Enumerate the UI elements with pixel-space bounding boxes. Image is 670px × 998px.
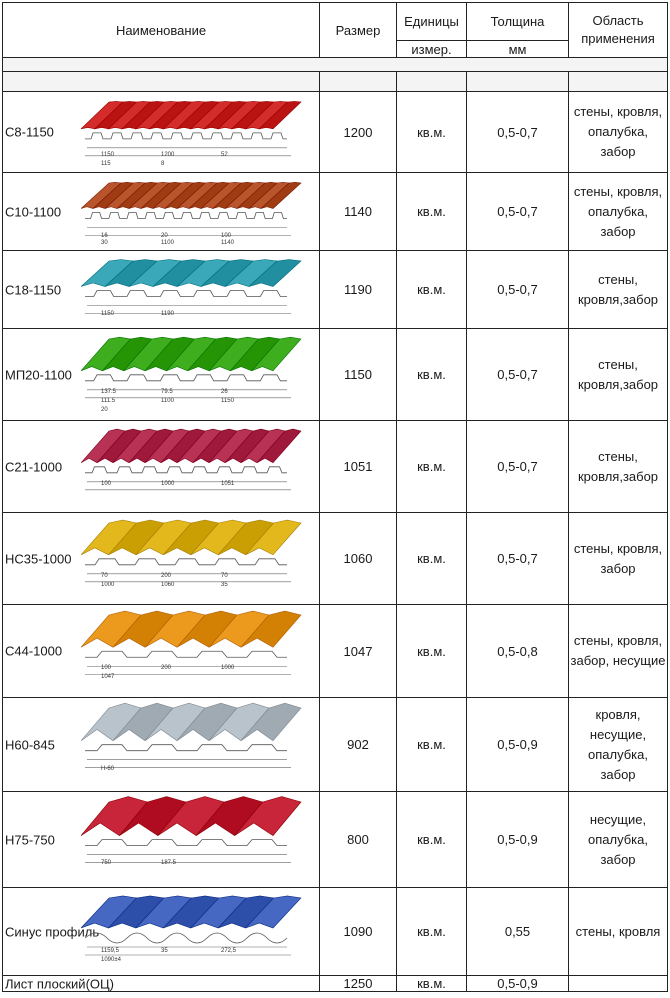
product-size: 1140 xyxy=(320,173,397,251)
dimension-label: 1000 xyxy=(161,481,175,487)
product-area xyxy=(569,888,668,976)
area-line: кровля,забор xyxy=(577,376,659,392)
dimension-label: 100 xyxy=(101,665,112,671)
dimension-label: 1200 xyxy=(161,152,175,158)
product-row xyxy=(3,329,668,421)
product-thickness: 0,5-0,7 xyxy=(467,329,569,421)
product-name: Лист плоский(ОЦ) xyxy=(5,976,114,991)
product-name: С44-1000 xyxy=(5,643,63,659)
product-name-cell xyxy=(3,888,320,976)
product-row xyxy=(3,792,668,888)
dimension-label: 1100 xyxy=(161,240,174,246)
dimension-label: 1150 xyxy=(101,152,114,158)
product-size: 800 xyxy=(320,792,397,888)
product-thickness: 0,5-0,9 xyxy=(467,976,569,992)
profile-sheet-drawing xyxy=(81,255,313,325)
area-line: опалубка, xyxy=(588,124,648,139)
product-name: С8-1150 xyxy=(5,124,54,140)
area-line: опалубка, забор xyxy=(588,831,648,867)
area-line: несущие, xyxy=(589,811,647,827)
product-thickness: 0,5-0,8 xyxy=(467,605,569,698)
header-units-top: Единицы xyxy=(397,3,467,41)
product-thickness: 0,5-0,7 xyxy=(467,92,569,173)
product-name-cell xyxy=(3,421,320,513)
product-area xyxy=(569,513,668,605)
profile-sheet-drawing xyxy=(81,425,313,509)
product-name-cell xyxy=(3,251,320,329)
product-row xyxy=(3,173,668,251)
product-name: Н75-750 xyxy=(5,832,55,847)
product-size: 1090 xyxy=(320,888,397,976)
product-area xyxy=(569,792,668,888)
product-name-cell xyxy=(3,792,320,888)
area-line: забор, несущие xyxy=(570,653,666,668)
header-thickness-top: Толщина xyxy=(467,3,569,41)
product-area xyxy=(569,329,668,421)
product-size: 1060 xyxy=(320,513,397,605)
dimension-label: 1159,5 xyxy=(101,948,119,954)
profile-sheet-drawing xyxy=(81,177,313,247)
dimension-label: 100 xyxy=(101,481,112,487)
product-area xyxy=(569,605,668,698)
area-line: стены, xyxy=(598,448,638,464)
dimension-label: 1000 xyxy=(101,582,115,588)
product-name-cell xyxy=(3,173,320,251)
profile-sheet-drawing xyxy=(81,892,313,972)
profile-sheet-drawing xyxy=(81,333,313,417)
product-name-cell xyxy=(3,698,320,792)
area-line: несущие, xyxy=(589,726,647,742)
area-line: забор xyxy=(600,560,636,576)
product-unit: кв.м. xyxy=(397,792,467,888)
product-row xyxy=(3,251,668,329)
dimension-label: 115 xyxy=(101,161,111,167)
product-row xyxy=(3,888,668,976)
product-name-cell xyxy=(3,605,320,698)
product-size: 902 xyxy=(320,698,397,792)
product-thickness: 0,5-0,7 xyxy=(467,173,569,251)
area-line: стены, кровля, xyxy=(573,183,663,199)
dimension-label: 137.5 xyxy=(101,389,117,395)
dimension-label: 187.5 xyxy=(161,860,177,866)
dimension-label: 1000 xyxy=(221,665,235,671)
product-thickness: 0,5-0,7 xyxy=(467,421,569,513)
product-size: 1190 xyxy=(320,251,397,329)
product-unit: кв.м. xyxy=(397,92,467,173)
product-area xyxy=(569,251,668,329)
product-area xyxy=(569,421,668,513)
product-size: 1150 xyxy=(320,329,397,421)
header-size: Размер xyxy=(320,3,397,58)
dimension-label: 16 xyxy=(101,233,108,239)
product-row xyxy=(3,605,668,698)
profile-sheet-drawing xyxy=(81,517,313,601)
profile-sheet-drawing xyxy=(81,702,313,788)
product-size: 1250 xyxy=(320,976,397,992)
dimension-label: 52 xyxy=(221,152,228,158)
area-line: кровля,забор xyxy=(577,291,659,307)
product-name-cell xyxy=(3,976,320,992)
product-name: С10-1100 xyxy=(5,204,62,219)
product-size: 1051 xyxy=(320,421,397,513)
dimension-label: 70 xyxy=(221,573,228,579)
product-name: С21-1000 xyxy=(5,459,63,474)
dimension-label: 1100 xyxy=(161,398,174,404)
product-thickness: 0,5-0,9 xyxy=(467,698,569,792)
product-name-cell xyxy=(3,92,320,173)
area-line: кровля,забор xyxy=(577,468,659,484)
area-line: забор xyxy=(600,144,636,159)
product-unit: кв.м. xyxy=(397,513,467,605)
product-size: 1047 xyxy=(320,605,397,698)
product-row xyxy=(3,513,668,605)
area-line: стены, кровля, xyxy=(573,540,663,556)
product-unit: кв.м. xyxy=(397,251,467,329)
product-thickness: 0,55 xyxy=(467,888,569,976)
dimension-label: 100 xyxy=(221,233,232,239)
product-unit: кв.м. xyxy=(397,173,467,251)
dimension-label: Н-60 xyxy=(101,766,115,772)
header-thickness-bottom: мм xyxy=(467,41,569,58)
product-unit: кв.м. xyxy=(397,421,467,513)
product-thickness: 0,5-0,9 xyxy=(467,792,569,888)
dimension-label: 35 xyxy=(221,582,228,588)
dimension-label: 1051 xyxy=(221,481,235,487)
dimension-label: 1047 xyxy=(101,674,115,680)
dimension-label: 1140 xyxy=(221,240,234,246)
dimension-label: 272,5 xyxy=(221,948,237,954)
dimension-label: 111.5 xyxy=(101,398,116,404)
dimension-label: 1190 xyxy=(161,311,174,317)
product-name: МП20-1100 xyxy=(5,367,72,382)
product-name: Синус профиль xyxy=(5,924,100,939)
dimension-label: 1150 xyxy=(101,311,114,317)
dimension-label: 200 xyxy=(161,665,172,671)
profile-sheet-drawing xyxy=(81,96,313,169)
spacer-row xyxy=(3,58,668,72)
product-area xyxy=(569,173,668,251)
profile-sheet-drawing xyxy=(81,609,313,694)
product-size: 1200 xyxy=(320,92,397,173)
dimension-label: 8 xyxy=(161,161,165,167)
product-area xyxy=(569,698,668,792)
area-line: забор xyxy=(600,223,636,239)
profile-sheet-table xyxy=(2,2,668,992)
product-row xyxy=(3,421,668,513)
area-line: опалубка, xyxy=(588,203,648,219)
dimension-label: 1150 xyxy=(221,398,234,404)
area-line: стены, кровля, xyxy=(573,104,663,119)
product-unit: кв.м. xyxy=(397,976,467,992)
dimension-label: 26 xyxy=(221,389,228,395)
dimension-label: 79.5 xyxy=(161,389,173,395)
product-row xyxy=(3,698,668,792)
dimension-label: 750 xyxy=(101,860,112,866)
area-line: стены, кровля, xyxy=(573,633,663,648)
dimension-label: 70 xyxy=(101,573,108,579)
area-line: стены, xyxy=(598,271,638,287)
dimension-label: 20 xyxy=(161,233,168,239)
product-unit: кв.м. xyxy=(397,605,467,698)
spacer-row-2 xyxy=(3,72,668,92)
product-name-cell xyxy=(3,329,320,421)
product-unit: кв.м. xyxy=(397,698,467,792)
dimension-label: 1090±4 xyxy=(101,957,121,963)
product-row xyxy=(3,92,668,173)
area-line: стены, кровля xyxy=(575,923,661,939)
header-units-bottom: измер. xyxy=(397,41,467,58)
header-area: Область применения xyxy=(569,3,668,58)
dimension-label: 30 xyxy=(101,240,108,246)
product-area xyxy=(569,976,668,992)
product-thickness: 0,5-0,7 xyxy=(467,513,569,605)
product-thickness: 0,5-0,7 xyxy=(467,251,569,329)
product-unit: кв.м. xyxy=(397,888,467,976)
dimension-label: 20 xyxy=(101,407,108,413)
header-row xyxy=(3,3,668,41)
product-name: С18-1150 xyxy=(5,282,62,297)
dimension-label: 1060 xyxy=(161,582,175,588)
area-line: кровля, xyxy=(595,706,641,722)
product-name-cell xyxy=(3,513,320,605)
area-line: стены, xyxy=(598,356,638,372)
profile-sheet-drawing xyxy=(81,796,313,884)
product-area xyxy=(569,92,668,173)
dimension-label: 200 xyxy=(161,573,172,579)
dimension-label: 35 xyxy=(161,948,168,954)
product-name: Н60-845 xyxy=(5,737,55,752)
header-name: Наименование xyxy=(3,3,320,58)
product-name: НС35-1000 xyxy=(5,551,72,566)
area-line: опалубка, забор xyxy=(588,746,648,782)
product-row xyxy=(3,976,668,992)
product-unit: кв.м. xyxy=(397,329,467,421)
